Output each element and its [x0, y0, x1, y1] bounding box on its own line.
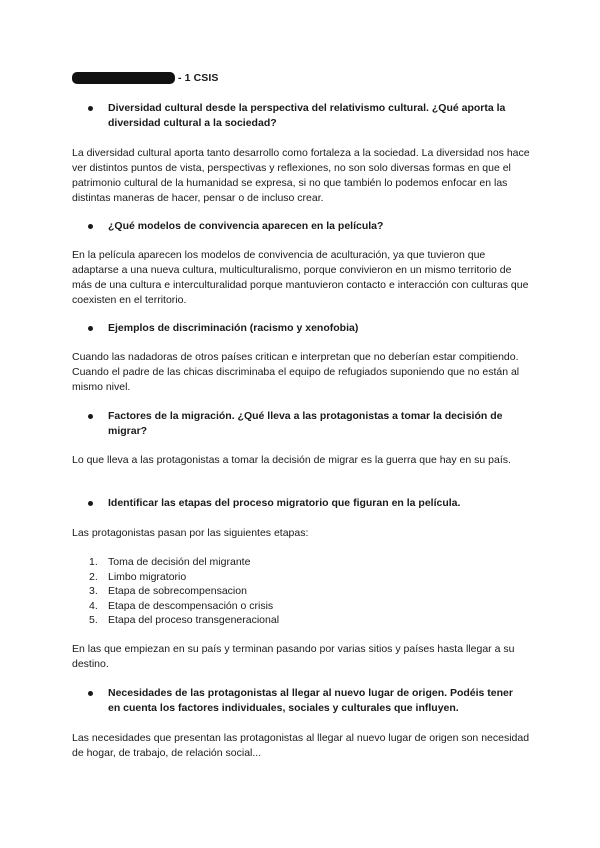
answer-paragraph-5: En las que empiezan en su país y terminan pasando por varias sitios y países hasta llegar a su destino. [72, 643, 515, 670]
list-item: 1. Toma de decisión del migrante [89, 556, 251, 568]
answer-paragraph-2: En la película aparecen los modelos de convivencia de aculturación, ya que tuvieron que adaptarse a una nueva cultura, multiculturalismo, porque convivieron en un mismo territorio de más de una cultura e interculturalidad porque mantuvieron contacto e interacción con culturas que coexisten en el territorio. [72, 249, 529, 306]
bullet-dot-icon [88, 326, 93, 331]
bullet-dot-icon [88, 414, 93, 419]
header-text: - 1 CSIS [178, 72, 219, 84]
bullet-dot-icon [88, 224, 93, 229]
redacted-name-bar [72, 72, 175, 84]
list-item: 2. Limbo migratorio [89, 570, 187, 583]
answer-paragraph-4: Lo que lleva a las protagonistas a tomar la decisión de migrar es la guerra que hay en su país. [72, 454, 511, 466]
list-item: 4. Etapa de descompensación o crisis [89, 599, 274, 612]
question-heading-5: Identificar las etapas del proceso migratorio que figuran en la película. [88, 496, 528, 511]
bullet-dot-icon [88, 106, 93, 111]
bullet-dot-icon [88, 691, 93, 696]
answer-paragraph-6: Las necesidades que presentan las protagonistas al llegar al nuevo lugar de origen son necesidad de hogar, de trabajo, de relación social... [72, 732, 530, 759]
question-heading-2: ¿Qué modelos de convivencia aparecen en la película? [88, 219, 528, 234]
question-heading-3: Ejemplos de discriminación (racismo y xenofobia) [88, 321, 528, 336]
migration-stages-list [89, 555, 509, 628]
question-heading-4: Factores de la migración. ¿Qué lleva a las protagonistas a tomar la decisión de migrar? [88, 409, 528, 439]
bullet-dot-icon [88, 501, 93, 506]
answer-paragraph-3: Cuando las nadadoras de otros países critican e interpretan que no deberían estar compitiendo. Cuando el padre de las chicas discriminaba el equipo de refugiados suponiendo que no están al mismo nivel. [72, 351, 520, 393]
answer-paragraph-1: La diversidad cultural aporta tanto desarrollo como fortaleza a la sociedad. La diversidad nos hace ver distintos puntos de vista, perspectivas y reflexiones, no son solo diversas formas en que el patrimonio cultural de la humanidad se expresa, si no que también lo podemos enfocar en las distintas maneras de hacer, pensar o de incluso crear. [72, 147, 530, 204]
list-item: 5. Etapa del proceso transgeneracional [89, 614, 280, 627]
stages-intro: Las protagonistas pasan por las siguientes etapas: [72, 527, 309, 539]
question-heading-1: Diversidad cultural desde la perspectiva del relativismo cultural. ¿Qué aporta la diversidad cultural a la sociedad? [88, 101, 528, 131]
document-header [72, 70, 218, 86]
question-heading-6: Necesidades de las protagonistas al llegar al nuevo lugar de origen. Podéis tener en cuenta los factores individuales, sociales y culturales que influyen. [88, 686, 528, 716]
list-item: 3. Etapa de sobrecompensacion [89, 585, 247, 598]
